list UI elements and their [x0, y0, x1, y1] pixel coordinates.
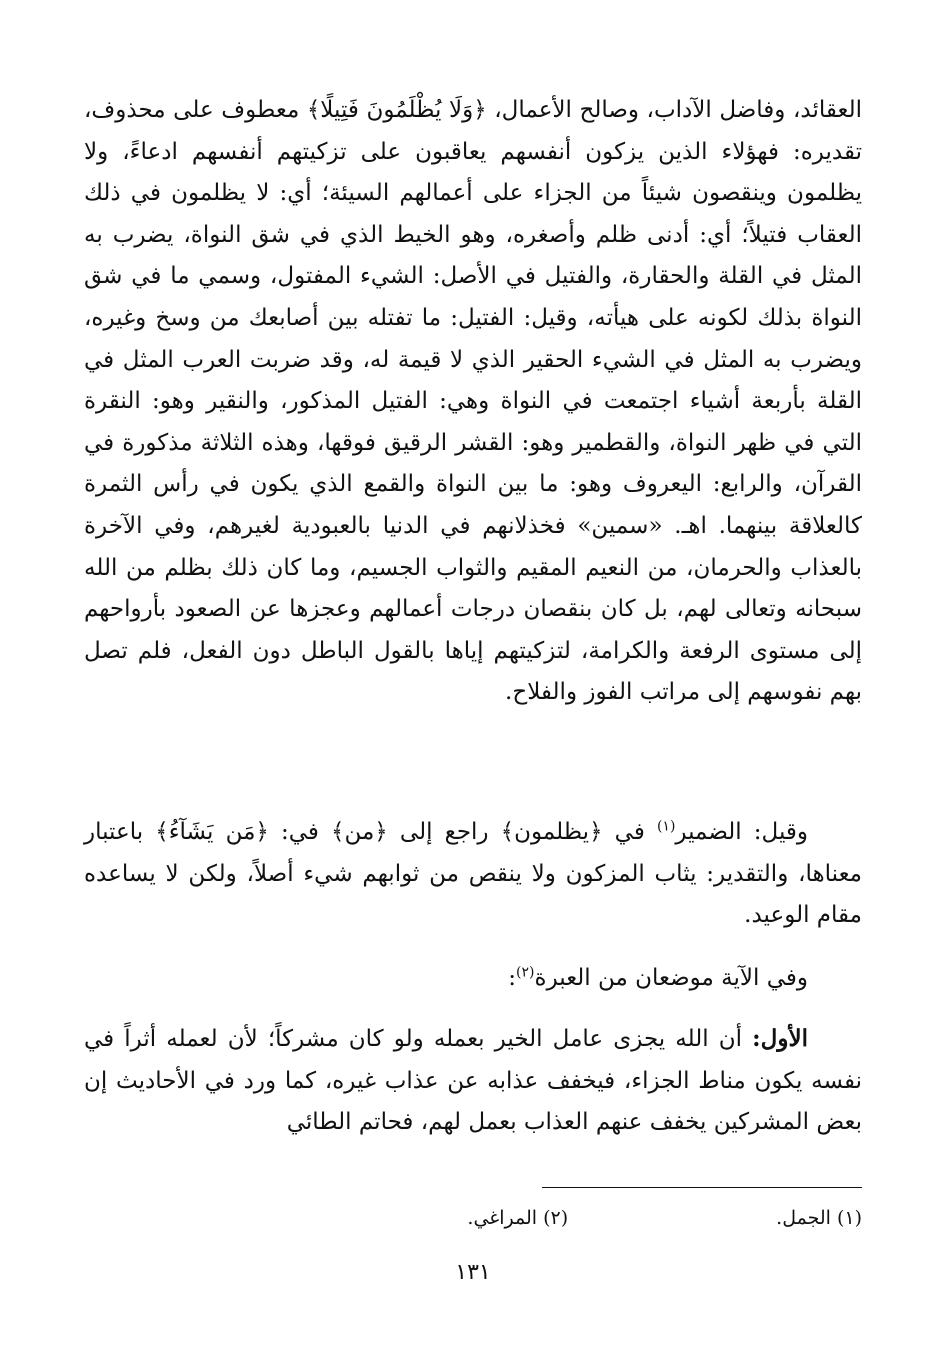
footnote-ref-2: (٢) [516, 964, 535, 981]
lesson-heading: الأول: [752, 1025, 808, 1052]
paragraph-text-rest: أن الله يجزى عامل الخير بعمله ولو كان مشركاً؛ لأن لعمله أثراً في نفسه يكون مناط الجزاء، فيخفف عذابه عن عذاب غيره، كما ورد في الأحاديث إن بعض المشركين يخفف عنهم العذاب بعمل لهم، فحاتم الطائي [84, 1026, 862, 1136]
footnote-1: (١) الجمل. [776, 1207, 862, 1229]
paragraph-text-start: وفي الآية موضعان من العبرة [534, 965, 808, 991]
footnote-divider [542, 1187, 862, 1188]
paragraph-pronoun-opinion [84, 812, 862, 937]
paragraph-text-rest: في ﴿يظلمون﴾ راجع إلى ﴿من﴾ في: ﴿مَن يَشَآءُ﴾ باعتبار معناها، والتقدير: يثاب المزكون ولا ينقص من ثوابهم شيء أصلاً، ولكن لا يساعده مقام الوعيد. [84, 819, 862, 929]
footnote-2: (٢) المراغي. [467, 1207, 569, 1229]
paragraph-first-lesson [84, 1018, 862, 1144]
paragraph-tafsir-continuation: العقائد، وفاضل الآداب، وصالح الأعمال، ﴿وَلَا يُظْلَمُونَ فَتِيلًا﴾ معطوف على محذوف، تقديره: فهؤلاء الذين يزكون أنفسهم يعاقبون على تزكيتهم أنفسهم ادعاءً، ولا يظلمون وينقصون شيئاً من الجزاء على أعمالهم السيئة؛ أي: لا يظلمون في ذلك العقاب فتيلاً؛ أي: أدنى ظلم وأصغره، وهو الخيط الذي في شق النواة، يضرب به المثل في القلة والحقارة، والفتيل في الأصل: الشيء المفتول، وسمي ما في شق النواة بذلك لكونه على هيأته، وقيل: الفتيل: ما تفتله بين أصابعك من وسخ وغيره، ويضرب به المثل في الشيء الحقير الذي لا قيمة له، وقد ضربت العرب المثل في القلة بأربعة أشياء اجتمعت في النواة وهي: الفتيل المذكور، والنقير وهو: النقرة التي في ظهر النواة، والقطمير وهو: القشر الرقيق فوقها، وهذه الثلاثة مذكورة في القرآن، والرابع: اليعروف وهو: ما بين النواة والقمع الذي يكون في رأس الثمرة كالعلاقة بينهما. اهـ. «سمين» فخذلانهم في الدنيا بالعبودية لغيرهم، وفي الآخرة بالعذاب والحرمان، من النعيم المقيم والثواب الجسيم، وما كان ذلك بظلم من الله سبحانه وتعالى لهم، بل كان بنقصان درجات أعمالهم وعجزها عن الصعود بأرواحهم إلى مستوى الرفعة والكرامة، لتزكيتهم إياها بالقول الباطل دون الفعل، فلم تصل بهم نفوسهم إلى مراتب الفوز والفلاح. [84, 97, 862, 706]
footnotes [84, 1204, 862, 1232]
footnote-ref-1: (١) [656, 818, 676, 835]
page-number: ١٣١ [455, 1260, 491, 1285]
main-paragraph [84, 90, 862, 714]
paragraph-text-start: وقيل: الضمير [675, 819, 808, 845]
paragraph-text-rest: : [508, 965, 517, 991]
paragraph-lessons-intro [84, 958, 862, 1000]
